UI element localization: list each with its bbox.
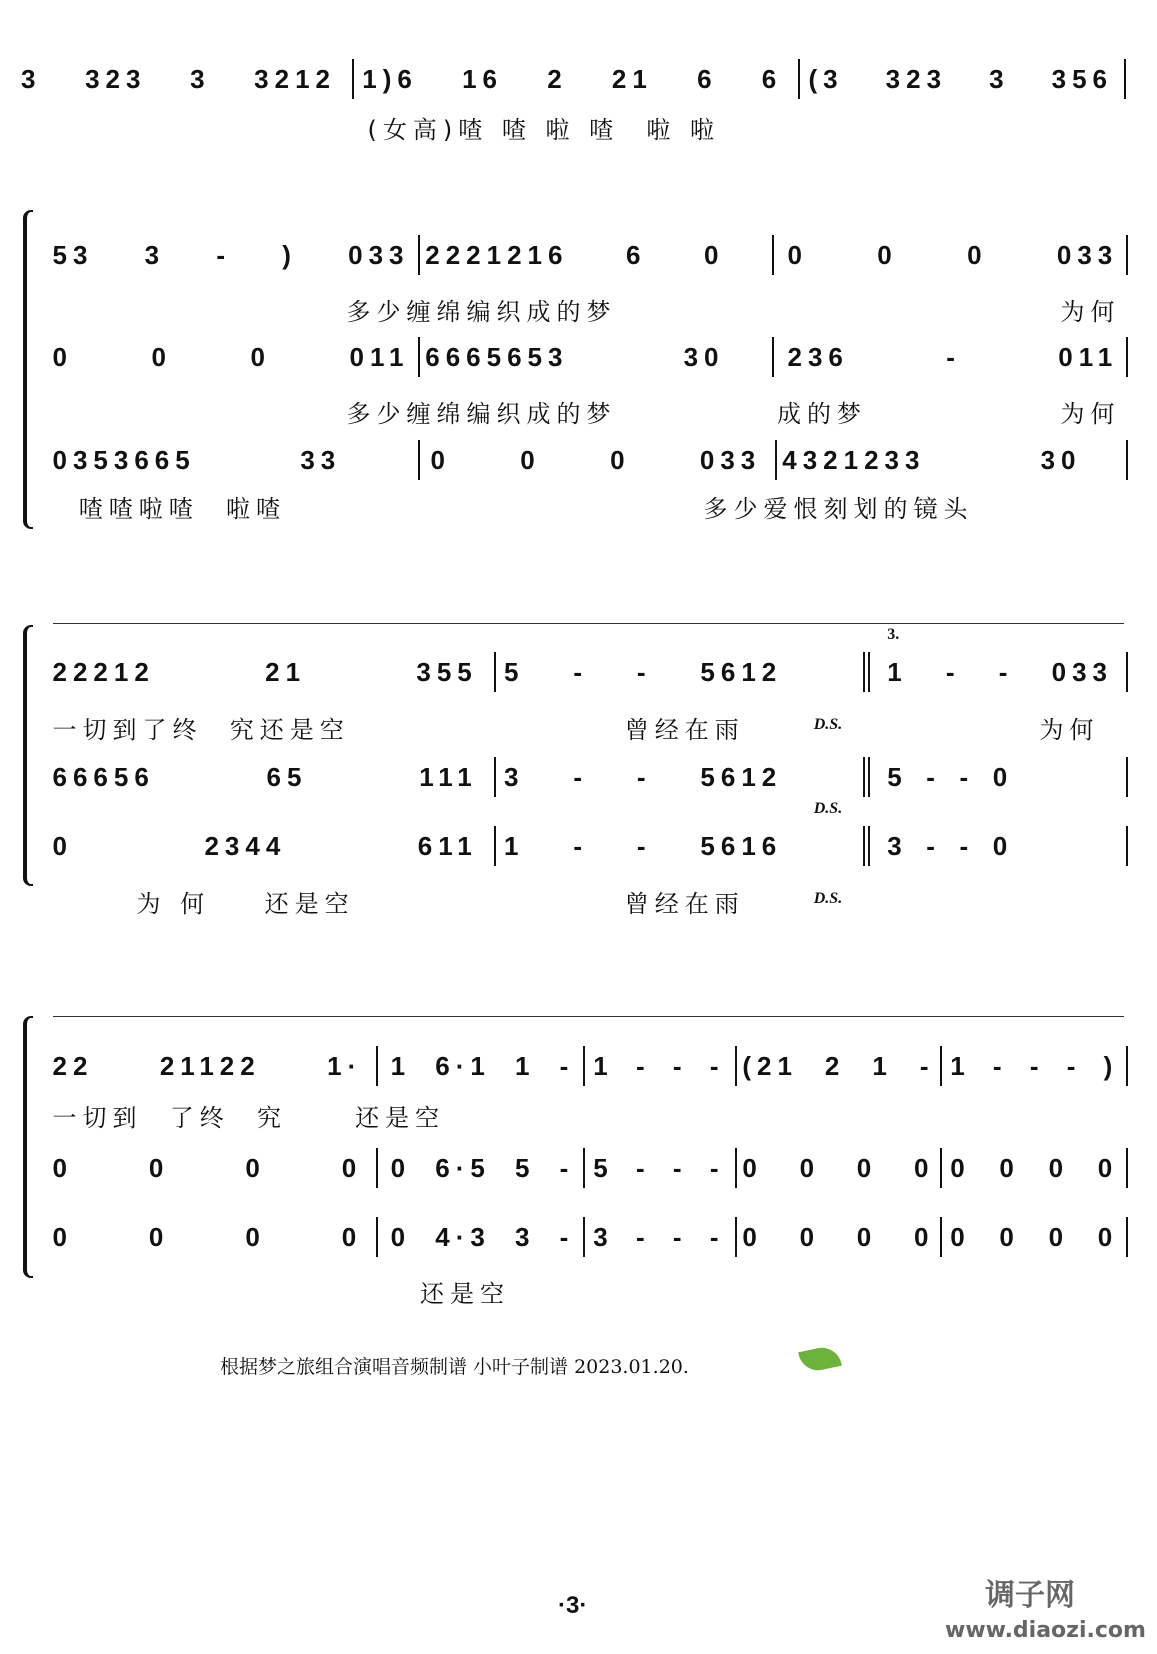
measure: 0 0 0 033 — [787, 240, 1119, 271]
measure: 3 - - - — [593, 1222, 725, 1253]
system-bracket — [23, 210, 33, 529]
barline — [494, 652, 496, 692]
barline — [494, 826, 496, 866]
measure: 1 - - - — [593, 1051, 725, 1081]
measure: 0 6·5 5 - — [390, 1152, 575, 1183]
lyric-line: 还是空 — [420, 1279, 510, 1308]
lyric-line: 曾经在雨 — [624, 715, 745, 744]
barline — [1126, 235, 1128, 275]
system-bracket — [23, 625, 33, 886]
barline — [772, 235, 774, 275]
ds-marking: D.S. — [813, 890, 843, 908]
barline — [583, 1217, 585, 1257]
system-bracket — [23, 1016, 33, 1277]
barline — [868, 826, 870, 866]
barline — [735, 1148, 737, 1188]
barline — [352, 59, 354, 99]
measure: 1 - - 5616 — [504, 830, 783, 861]
measure: 0 0 0 0 — [742, 1152, 935, 1183]
barline — [868, 757, 870, 797]
measure: 6665653 30 — [425, 342, 725, 373]
measure: 0 0 0 033 — [430, 445, 762, 476]
volta-bracket: 3. — [887, 625, 900, 643]
barline — [1126, 440, 1128, 480]
barline — [863, 826, 865, 866]
page-number: ·3· — [558, 1592, 588, 1619]
watermark-url: www.diaozi.com — [945, 1618, 1146, 1643]
measure: 22 21122 1· — [52, 1051, 363, 1081]
barline — [775, 440, 777, 480]
barline — [1126, 1217, 1128, 1257]
barline — [376, 1046, 378, 1086]
measure: 22212 21 355 — [52, 657, 478, 688]
barline — [798, 59, 800, 99]
measure: 4321233 30 — [782, 445, 1082, 476]
measure: 0 0 0 0 — [950, 1222, 1119, 1253]
ds-marking: D.S. — [813, 800, 843, 818]
barline — [418, 337, 420, 377]
barline — [1126, 337, 1128, 377]
barline — [735, 1217, 737, 1257]
barline — [1126, 826, 1128, 866]
barline — [940, 1217, 942, 1257]
lyric-line: 为何 — [1060, 297, 1121, 326]
barline — [940, 1046, 942, 1086]
barline — [735, 1046, 737, 1086]
measure: (3 323 3 356 — [808, 64, 1113, 94]
measure: 1 - - - ) — [950, 1051, 1119, 1081]
measure: 1)6 16 2 21 6 6 — [362, 64, 783, 94]
measure: 66656 65 111 — [52, 762, 478, 793]
lyric-line: (女高)喳 喳 啦 喳 啦 啦 — [367, 116, 720, 145]
measure: 3 - - 5612 — [504, 762, 783, 793]
measure: 0353665 33 — [52, 445, 342, 476]
barline — [1126, 757, 1128, 797]
barline — [772, 337, 774, 377]
measure: 5 - - - — [593, 1152, 725, 1183]
barline — [494, 757, 496, 797]
measure: 1 6·1 1 - — [390, 1051, 575, 1081]
lyric-line: 为 何 还是空 — [136, 890, 355, 919]
barline — [418, 440, 420, 480]
system-top-line — [53, 1016, 1124, 1017]
system-top-line — [53, 623, 1124, 624]
measure: 0 0 0 0 — [52, 1222, 363, 1253]
lyric-line: 成的梦 — [777, 399, 867, 428]
measure: 0 0 0 0 — [950, 1152, 1119, 1183]
measure: 3 - - 0 — [887, 830, 1014, 861]
barline — [868, 652, 870, 692]
measure: 0 4·3 3 - — [390, 1222, 575, 1253]
measure: 0 2344 611 — [52, 830, 478, 861]
lyric-line: 一切到了终 究还是空 — [52, 715, 350, 744]
footer-credit: 根据梦之旅组合演唱音频制谱 小叶子制谱 2023.01.20. — [220, 1356, 689, 1378]
measure: 236 - 011 — [787, 342, 1119, 373]
lyric-line: 多少爱恨刻划的镜头 — [703, 495, 974, 524]
barline — [583, 1046, 585, 1086]
measure: 0 0 0 0 — [52, 1152, 363, 1183]
measure: 2221216 6 0 — [425, 240, 725, 271]
leaf-icon — [798, 1344, 842, 1374]
barline — [863, 757, 865, 797]
measure: 1 - - 033 — [887, 657, 1113, 688]
measure: 5 - - 0 — [887, 762, 1014, 793]
measure: (21 2 1 - — [742, 1051, 935, 1081]
measure: 0 0 0 011 — [52, 342, 410, 373]
barline — [1124, 59, 1126, 99]
measure: 0 0 0 0 — [742, 1222, 935, 1253]
barline — [1126, 1148, 1128, 1188]
measure: 3 323 3 3212 — [21, 64, 336, 94]
lyric-line: 一切到 了终 究 还是空 — [52, 1104, 446, 1133]
watermark-name: 调子网 — [985, 1578, 1075, 1613]
barline — [583, 1148, 585, 1188]
barline — [863, 652, 865, 692]
barline — [1126, 652, 1128, 692]
lyric-line: 多少缠绵编织成的梦 — [346, 297, 617, 326]
barline — [376, 1148, 378, 1188]
barline — [1126, 1046, 1128, 1086]
lyric-line: 曾经在雨 — [624, 890, 745, 919]
lyric-line: 为何 — [1060, 399, 1121, 428]
lyric-line: 喳喳啦喳 啦喳 — [78, 495, 287, 524]
barline — [376, 1217, 378, 1257]
lyric-line: 多少缠绵编织成的梦 — [346, 399, 617, 428]
measure: 53 3 - ) 033 — [52, 240, 410, 271]
measure: 5 - - 5612 — [504, 657, 783, 688]
barline — [418, 235, 420, 275]
barline — [940, 1148, 942, 1188]
lyric-line: 为何 — [1039, 715, 1100, 744]
ds-marking: D.S. — [813, 716, 843, 734]
